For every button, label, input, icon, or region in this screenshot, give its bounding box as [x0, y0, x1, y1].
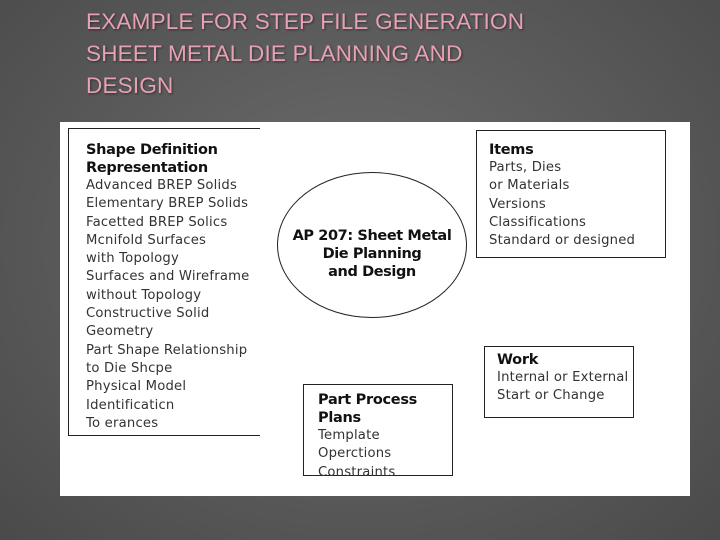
slide-title — [86, 6, 686, 102]
work-heading: Work — [497, 352, 539, 368]
items-item: Classifications — [489, 214, 587, 230]
shape-definition-item: without Topology — [86, 287, 202, 303]
work-box — [484, 346, 634, 418]
center-label-line: and Design — [328, 264, 416, 280]
shape-definition-item: Surfaces and Wireframe — [86, 269, 250, 285]
part-process-plans-item: Operctions — [318, 446, 392, 462]
work-item: Start or Change — [497, 388, 605, 404]
slide-title-line: EXAMPLE FOR STEP FILE GENERATION — [86, 9, 525, 34]
shape-definition-box — [68, 128, 260, 436]
shape-definition-item: Physical Model — [86, 379, 187, 395]
ap207-center-label — [278, 227, 466, 281]
shape-definition-item: Part Shape Relationship — [86, 342, 248, 358]
shape-definition-item: Facetted BREP Solics — [86, 214, 228, 230]
items-box — [476, 130, 666, 258]
part-process-plans-heading: Part Process Plans — [318, 392, 417, 426]
items-item: Versions — [489, 196, 546, 212]
shape-definition-item: Constructive Solid — [86, 306, 210, 322]
items-item: Parts, Dies — [489, 160, 562, 175]
shape-definition-item: with Topology — [86, 251, 179, 267]
part-process-plans-item: Constraints — [318, 464, 396, 480]
items-item: or Materials — [489, 178, 570, 194]
shape-definition-item: Mcnifold Surfaces — [86, 232, 207, 248]
shape-definition-heading: Shape Definition — [86, 142, 218, 158]
shape-definition-item: To erances — [86, 415, 159, 431]
shape-definition-item: Geometry — [86, 324, 154, 340]
slide-title-line: DESIGN — [86, 73, 174, 98]
shape-definition-item: to Die Shcpe — [86, 360, 173, 376]
diagram-panel — [60, 122, 690, 496]
shape-definition-item: Elementary BREP Solids — [86, 196, 249, 212]
work-item: Internal or External — [497, 370, 629, 385]
shape-definition-item: Identificaticn — [86, 397, 175, 413]
ap207-center-ellipse — [277, 172, 467, 318]
shape-definition-heading: Representation — [86, 160, 208, 176]
part-process-plans-item: Template — [318, 428, 380, 443]
items-heading: Items — [489, 142, 534, 158]
center-label-line: AP 207: Sheet Metal — [292, 228, 452, 244]
shape-definition-item: Advanced BREP Solids — [86, 178, 238, 193]
items-item: Standard or designed — [489, 233, 636, 249]
center-label-line: Die Planning — [322, 246, 422, 262]
slide-title-line: SHEET METAL DIE PLANNING AND — [86, 41, 463, 66]
part-process-plans-box — [303, 384, 453, 480]
